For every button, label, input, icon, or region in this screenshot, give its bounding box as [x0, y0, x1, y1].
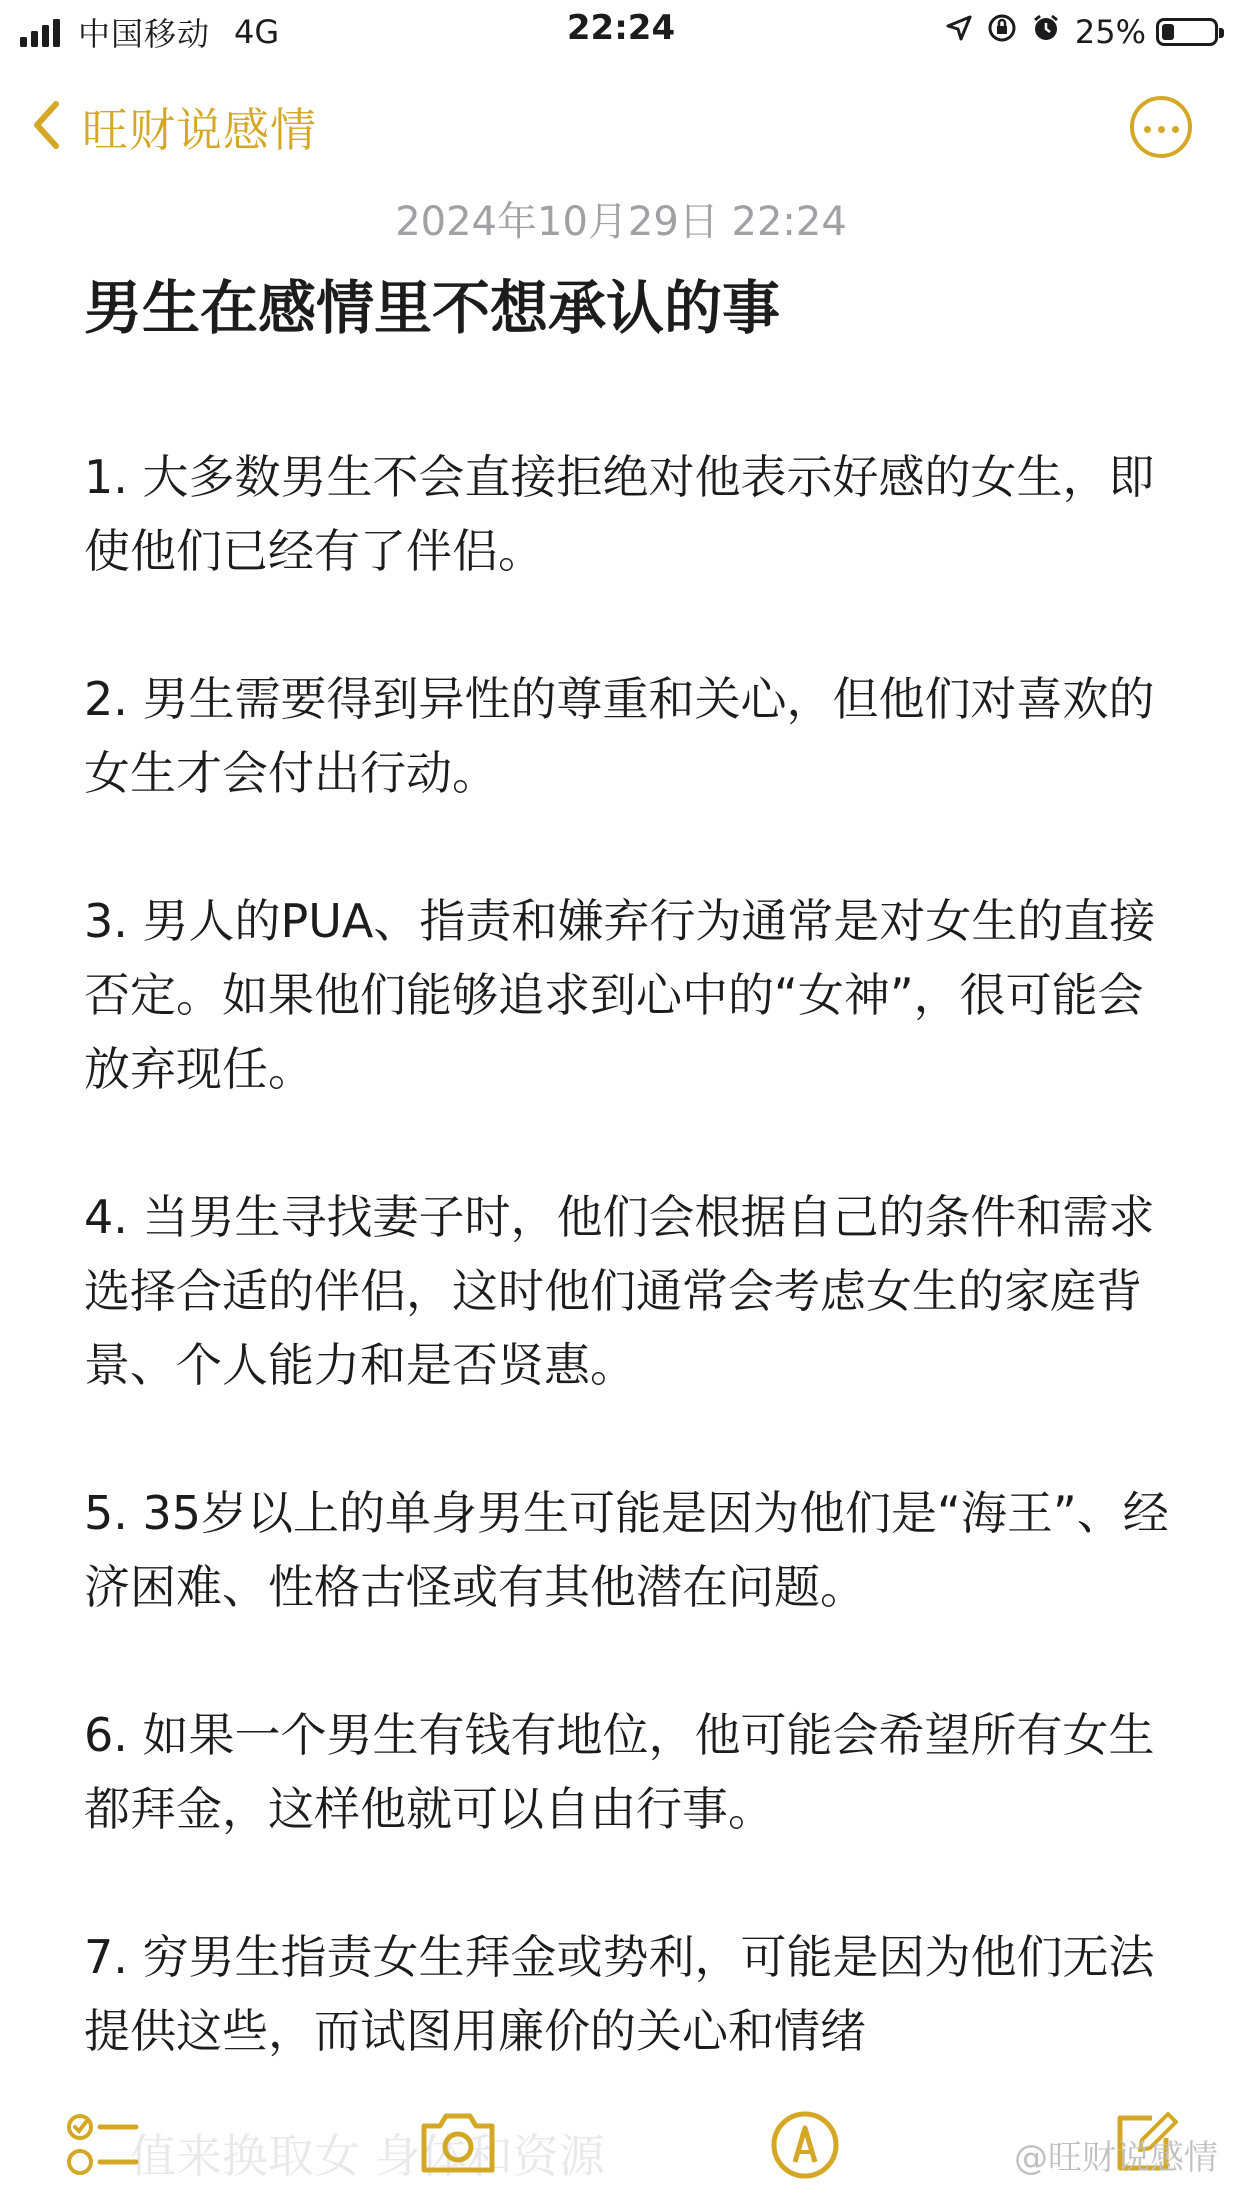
carrier-name: 中国移动 [78, 15, 211, 53]
ellipsis-icon [1140, 118, 1182, 137]
faded-text-under-toolbar: 值来换取女 身体和资源 [130, 2129, 605, 2183]
checklist-icon [66, 2165, 142, 2184]
note-paragraph: 2. 男生需要得到异性的尊重和关心，但他们对喜欢的女生才会付出行动。 [84, 672, 1155, 800]
watermark: @旺财说感情 [1014, 2138, 1218, 2178]
camera-button[interactable] [418, 2110, 498, 2180]
note-paragraph: 5. 35岁以上的单身男生可能是因为他们是“海王”、经济困难、性格古怪或有其他潜在问题。 [84, 1486, 1169, 1614]
note-date: 2024年10月29日 22:24 [395, 199, 847, 245]
location-arrow-icon [945, 14, 973, 50]
battery-percent: 25% [1074, 13, 1146, 51]
back-button[interactable] [32, 92, 317, 162]
chevron-left-icon [32, 100, 60, 154]
orientation-lock-icon [987, 13, 1017, 51]
note-paragraph: 1. 大多数男生不会直接拒绝对他表示好感的女生，即使他们已经有了伴侣。 [84, 450, 1155, 578]
camera-icon [418, 2161, 498, 2180]
battery-icon [1156, 18, 1218, 46]
note-paragraph: 3. 男人的PUA、指责和嫌弃行为通常是对女生的直接否定。如果他们能够追求到心中的“女神”，很可能会放弃现任。 [84, 894, 1156, 1096]
status-time: 22:24 [566, 8, 676, 48]
note-body[interactable] [84, 440, 1182, 2142]
back-label: 旺财说感情 [82, 103, 317, 157]
note-paragraph: 6. 如果一个男生有钱有地位，他可能会希望所有女生都拜金，这样他就可以自由行事。 [84, 1708, 1155, 1836]
note-title[interactable]: 男生在感情里不想承认的事 [84, 274, 781, 342]
note-paragraph: 7. 穷男生指责女生拜金或势利，可能是因为他们无法提供这些，而试图用廉价的关心和情绪 [84, 1930, 1155, 2058]
more-options-button[interactable] [1130, 96, 1192, 158]
markup-pen-icon [770, 2165, 840, 2184]
network-type: 4G [234, 13, 280, 51]
checklist-button[interactable] [66, 2110, 142, 2184]
status-right [931, 8, 1218, 56]
alarm-clock-icon [1031, 13, 1061, 51]
note-paragraph: 4. 当男生寻找妻子时，他们会根据自己的条件和需求选择合适的伴侣，这时他们通常会考虑女生的家庭背景、个人能力和是否贤惠。 [84, 1190, 1155, 1392]
markup-button[interactable] [770, 2110, 840, 2184]
battery-fill [1162, 24, 1174, 40]
status-bar [0, 0, 1242, 64]
bottom-toolbar [0, 2090, 1242, 2208]
